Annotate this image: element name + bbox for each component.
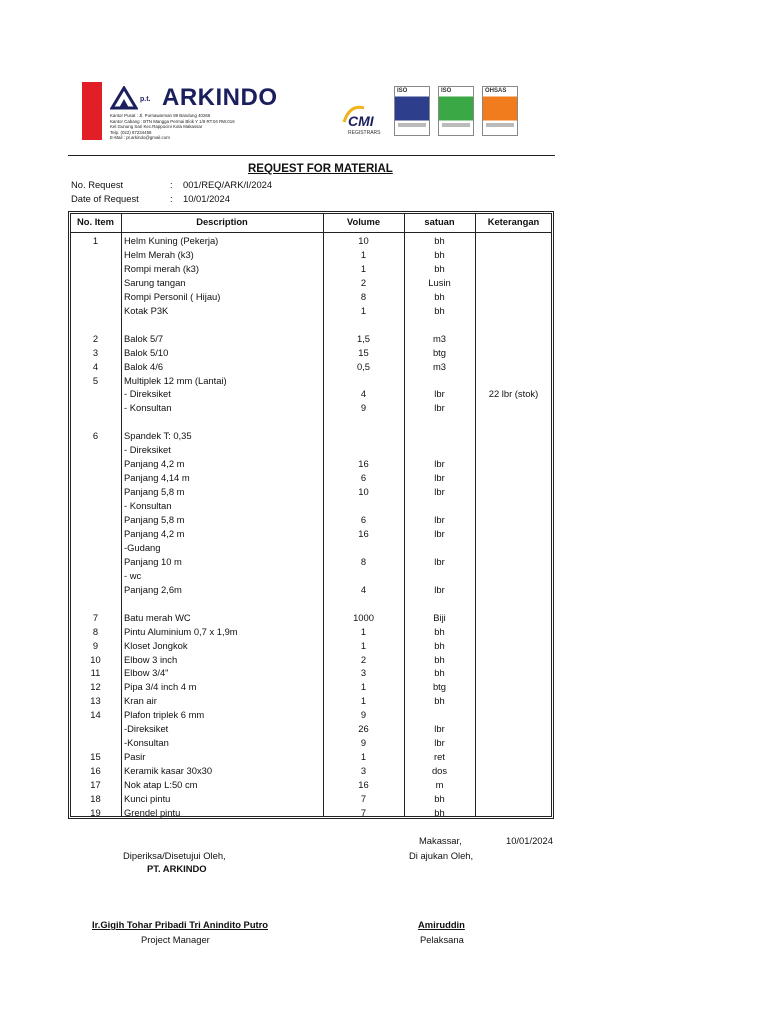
iso-certificate-badge	[394, 86, 430, 136]
cell-description: Spandek T: 0,35	[124, 430, 192, 442]
header-no-item: No. Item	[77, 216, 114, 227]
cell-satuan: Biji	[433, 611, 446, 623]
cell-satuan: lbr	[434, 514, 445, 525]
cell-volume: 10	[358, 486, 369, 498]
cell-satuan: lbr	[434, 402, 445, 414]
cell-no-item: 18	[90, 793, 101, 804]
cell-satuan: bh	[434, 639, 445, 651]
cell-volume: 1000	[353, 611, 374, 623]
cell-satuan: ret	[434, 751, 445, 763]
cell-description: Elbow 3/4"	[124, 667, 169, 679]
cell-no-item: 19	[90, 806, 101, 818]
approver-title: Project Manager	[141, 934, 210, 945]
cell-volume: 1,5	[356, 332, 371, 344]
cell-description: Rompi Personil ( Hijau)	[124, 290, 221, 302]
approver-company: PT. ARKINDO	[147, 863, 207, 874]
cell-description: -Konsultan	[124, 737, 169, 749]
cell-description: - Direksiket	[124, 388, 171, 400]
signature-date: 10/01/2024	[506, 835, 553, 846]
cell-satuan: dos	[431, 765, 448, 777]
cell-satuan: bh	[434, 653, 445, 665]
cell-description: - Konsultan	[124, 402, 172, 414]
cell-volume: 1	[360, 695, 367, 707]
cell-satuan: lbr	[434, 388, 445, 400]
cell-volume: 7	[360, 806, 367, 818]
cell-volume: 9	[360, 709, 367, 721]
requester-role: Di ajukan Oleh,	[409, 850, 474, 861]
cell-no-item: 8	[92, 625, 99, 637]
requester-name: Amiruddin	[418, 919, 465, 930]
cell-volume: 8	[360, 290, 367, 302]
cell-volume: 8	[360, 555, 367, 567]
cell-volume: 26	[358, 723, 369, 735]
arkindo-logo-icon	[110, 86, 138, 110]
cell-description: Kotak P3K	[124, 304, 169, 316]
cell-volume: 9	[360, 737, 367, 749]
brand-prefix: p.t.	[140, 96, 151, 103]
cell-volume: 16	[358, 779, 369, 791]
cell-satuan: bh	[434, 667, 445, 679]
cell-satuan: bh	[434, 262, 445, 274]
cell-volume: 16	[358, 458, 369, 470]
cell-volume: 16	[358, 527, 369, 539]
document-title: REQUEST FOR MATERIAL	[248, 163, 393, 175]
cell-description: Plafon triplek 6 mm	[124, 709, 205, 721]
cert-label: ISO	[397, 88, 408, 94]
cell-satuan: bh	[434, 235, 445, 246]
cell-satuan: lbr	[434, 555, 445, 567]
address-line: Kel.Gunung Sari Kec.Rappocini Kota Makassar	[110, 124, 203, 130]
cell-volume: 0,5	[356, 360, 371, 372]
cell-description: Panjang 2,6m	[124, 583, 182, 595]
cell-satuan: bh	[434, 806, 445, 818]
approver-name: Ir.Gigih Tohar Pribadi Tri Anindito Putro	[92, 919, 269, 930]
cell-no-item: 9	[92, 639, 99, 651]
cell-description: Panjang 5,8 m	[124, 514, 185, 525]
ohsas-certificate-badge	[482, 86, 518, 136]
cell-no-item: 1	[92, 235, 99, 246]
cell-volume: 6	[360, 472, 367, 484]
header-divider	[68, 155, 555, 156]
cell-satuan: btg	[432, 346, 447, 358]
cell-description: Kloset Jongkok	[124, 639, 188, 651]
cell-description: Elbow 3 inch	[124, 653, 178, 665]
iso-certificate-badge	[438, 86, 474, 136]
cmi-label: CMI	[348, 113, 374, 129]
cell-volume: 1	[360, 262, 367, 274]
brand-name: ARKINDO	[162, 84, 278, 111]
cell-description: Panjang 10 m	[124, 555, 182, 567]
signature-place: Makassar,	[419, 835, 462, 846]
cell-satuan: m3	[432, 360, 447, 372]
cell-keterangan: 22 lbr (stok)	[488, 388, 539, 400]
cell-volume: 1	[360, 248, 367, 260]
cmi-registrars-logo	[340, 100, 386, 136]
cell-description: Rompi merah (k3)	[124, 262, 200, 274]
cell-satuan: bh	[434, 625, 445, 637]
cell-description: Panjang 4,2 m	[124, 458, 185, 470]
cell-satuan: lbr	[434, 583, 445, 595]
header-keterangan: Keterangan	[487, 216, 540, 227]
cell-satuan: lbr	[434, 458, 445, 470]
cell-volume: 1	[360, 304, 367, 316]
column-divider	[475, 213, 476, 817]
header-satuan: satuan	[424, 216, 455, 227]
cell-no-item: 10	[90, 653, 101, 665]
cell-satuan: Lusin	[428, 276, 451, 288]
date-of-request-value: 10/01/2024	[183, 193, 230, 204]
cell-satuan: bh	[434, 304, 445, 316]
date-of-request-label: Date of Request	[71, 193, 139, 204]
cell-volume: 4	[360, 388, 367, 400]
cell-volume: 6	[360, 514, 367, 525]
no-request-value: 001/REQ/ARK/I/2024	[183, 179, 273, 190]
cell-no-item: 11	[90, 667, 101, 679]
cert-label: ISO	[441, 88, 452, 94]
cell-no-item: 13	[90, 695, 101, 707]
cell-satuan: bh	[434, 248, 445, 260]
cell-volume: 15	[358, 346, 369, 358]
no-request-label: No. Request	[71, 179, 124, 190]
cell-volume: 7	[360, 793, 367, 804]
cell-satuan: m3	[432, 332, 447, 344]
cell-satuan: bh	[434, 793, 445, 804]
cell-description: Panjang 5,8 m	[124, 486, 185, 498]
colon: :	[170, 179, 173, 190]
cell-satuan: lbr	[434, 472, 445, 484]
cell-no-item: 7	[92, 611, 99, 623]
address-line: E-Mail : pt.arkindo@gmail.com	[110, 135, 170, 141]
cell-description: Panjang 4,2 m	[124, 527, 185, 539]
cell-no-item: 6	[92, 430, 99, 442]
cell-description: - Konsultan	[124, 500, 172, 512]
cell-satuan: m	[435, 779, 444, 791]
cell-no-item: 16	[90, 765, 101, 777]
cmi-sub-label: REGISTRARS	[348, 130, 381, 136]
cell-satuan: bh	[434, 290, 445, 302]
cell-no-item: 15	[90, 751, 101, 763]
address-line: Kantor Pusat : Jl. Purnawarman 89 Bandung 40266	[110, 113, 211, 118]
cell-no-item: 3	[92, 346, 99, 358]
cell-satuan: lbr	[434, 527, 445, 539]
cell-description: -Gudang	[124, 541, 161, 553]
header-description: Description	[196, 216, 248, 227]
cell-volume: 1	[360, 625, 367, 637]
cell-description: Batu merah WC	[124, 611, 191, 623]
cell-volume: 3	[360, 765, 367, 777]
cell-satuan: lbr	[434, 486, 445, 498]
cell-no-item: 4	[92, 360, 99, 372]
letterhead-red-bar	[82, 82, 102, 140]
cell-volume: 9	[360, 402, 367, 414]
cell-volume: 1	[360, 639, 367, 651]
header-volume: Volume	[346, 216, 381, 227]
cell-description: Balok 5/10	[124, 346, 169, 358]
cell-description: Sarung tangan	[124, 276, 186, 288]
cell-volume: 10	[358, 235, 369, 246]
cert-label: OHSAS	[485, 88, 507, 94]
cell-volume: 1	[360, 751, 367, 763]
cell-description: Balok 5/7	[124, 332, 164, 344]
requester-title: Pelaksana	[420, 934, 464, 945]
approver-role: Diperiksa/Disetujui Oleh,	[123, 850, 226, 861]
cell-no-item: 17	[90, 779, 101, 791]
cell-description: Kunci pintu	[124, 793, 171, 804]
address-line: Telp. (022) 87234458	[110, 129, 152, 135]
company-address	[110, 113, 290, 141]
address-line: Kantor Cabang : BTN Mangga Permai Blok Y 1/9 RT.04 RW.016	[110, 118, 235, 124]
cell-description: Helm Kuning (Pekerja)	[124, 235, 219, 246]
cell-description: Kran air	[124, 695, 157, 707]
cell-description: - Direksiket	[124, 444, 171, 456]
cell-description: -Direksiket	[124, 723, 169, 735]
cell-satuan: lbr	[434, 723, 445, 735]
cell-description: Panjang 4,14 m	[124, 472, 190, 484]
cell-description: Nok atap L:50 cm	[124, 779, 198, 791]
cell-volume: 2	[360, 276, 367, 288]
cell-description: Multiplek 12 mm (Lantai)	[124, 374, 227, 386]
cell-description: Keramik kasar 30x30	[124, 765, 213, 777]
cell-no-item: 5	[92, 374, 99, 386]
cell-description: Helm Merah (k3)	[124, 248, 194, 260]
cell-description: - wc	[124, 569, 142, 581]
cell-no-item: 14	[90, 709, 101, 721]
cell-no-item: 2	[92, 332, 99, 344]
cell-volume: 2	[360, 653, 367, 665]
cell-satuan: bh	[434, 695, 445, 707]
cell-no-item: 12	[90, 681, 101, 693]
table-header-divider	[70, 232, 552, 233]
cell-description: Pasir	[124, 751, 146, 763]
cell-satuan: lbr	[434, 737, 445, 749]
cell-volume: 1	[360, 681, 367, 693]
cell-description: Balok 4/6	[124, 360, 164, 372]
cell-volume: 3	[360, 667, 367, 679]
cell-description: Pipa 3/4 inch 4 m	[124, 681, 197, 693]
cell-volume: 4	[360, 583, 367, 595]
colon: :	[170, 193, 173, 204]
cell-description: Pintu Aluminium 0,7 x 1,9m	[124, 625, 238, 637]
column-divider	[121, 213, 122, 817]
cell-description: Grendel pintu	[124, 806, 181, 818]
cell-satuan: btg	[432, 681, 447, 693]
